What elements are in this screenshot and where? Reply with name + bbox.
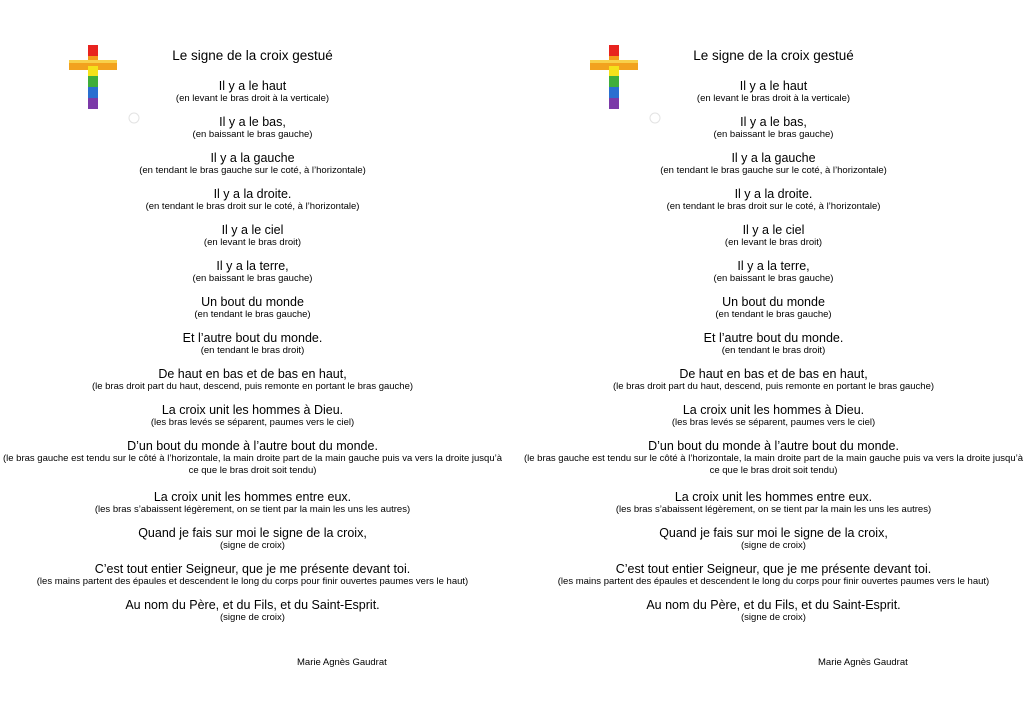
stanza-list [521, 79, 1024, 634]
stanza [0, 562, 505, 588]
stanza-line: D’un bout du monde à l’autre bout du monde. [127, 439, 378, 453]
stanza-note: (en baissant le bras gauche) [713, 273, 834, 284]
stanza [521, 79, 1024, 105]
stanza [521, 259, 1024, 285]
stanza-line: Il y a la gauche [731, 151, 816, 165]
stanza-note: (signe de croix) [741, 540, 806, 551]
stanza [0, 526, 505, 552]
stanza-note: (en baissant le bras gauche) [192, 129, 313, 140]
stanza-list [0, 79, 505, 634]
stanza-line: Quand je fais sur moi le signe de la croix, [659, 526, 888, 540]
stanza-line: Il y a la terre, [216, 259, 289, 273]
stanza-note: (en tendant le bras gauche) [715, 309, 832, 320]
stanza [0, 115, 505, 141]
stanza-line: La croix unit les hommes à Dieu. [161, 403, 344, 417]
stanza-line: De haut en bas et de bas en haut, [158, 367, 347, 381]
stanza-note: (en tendant le bras gauche sur le coté, à l’horizontale) [139, 165, 366, 176]
stanza [0, 439, 505, 476]
stanza [0, 295, 505, 321]
stanza-note: (le bras gauche est tendu sur le côté à l’horizontale, la main droite part de la main gauche puis va vers la droite jusqu’à ce que le bras droit soit tendu) [523, 453, 1024, 476]
stanza [0, 403, 505, 429]
stanza-line: Il y a le ciel [221, 223, 284, 237]
author-signature: Marie Agnès Gaudrat [818, 657, 908, 668]
author-signature: Marie Agnès Gaudrat [297, 657, 387, 668]
stanza [0, 79, 505, 105]
stanza [0, 259, 505, 285]
stanza-line: C’est tout entier Seigneur, que je me présente devant toi. [615, 562, 932, 576]
stanza [521, 526, 1024, 552]
stanza-note: (les mains partent des épaules et descendent le long du corps pour finir ouvertes paumes vers le haut) [36, 576, 469, 587]
stanza [0, 223, 505, 249]
page-title: Le signe de la croix gestué [172, 48, 333, 63]
page-right [521, 0, 1024, 725]
stanza-note: (les mains partent des épaules et descendent le long du corps pour finir ouvertes paumes vers le haut) [557, 576, 990, 587]
stanza [521, 223, 1024, 249]
stanza [521, 187, 1024, 213]
stanza-note: (en tendant le bras droit sur le coté, à l’horizontale) [666, 201, 881, 212]
stanza-line: Il y a la droite. [213, 187, 292, 201]
stanza [521, 439, 1024, 476]
stanza-note: (les bras s’abaissent légèrement, on se tient par la main les uns les autres) [94, 504, 411, 515]
stanza-note: (le bras droit part du haut, descend, puis remonte en portant le bras gauche) [91, 381, 414, 392]
stanza-line: Il y a le haut [739, 79, 808, 93]
stanza [0, 367, 505, 393]
stanza [521, 151, 1024, 177]
stanza-line: Il y a le bas, [219, 115, 286, 129]
stanza-line: Quand je fais sur moi le signe de la croix, [138, 526, 367, 540]
stanza-line: Il y a le ciel [742, 223, 805, 237]
stanza-note: (les bras levés se séparent, paumes vers le ciel) [671, 417, 876, 428]
stanza-note: (en levant le bras droit à la verticale) [175, 93, 330, 104]
stanza-line: La croix unit les hommes entre eux. [153, 490, 352, 504]
stanza-line: Et l’autre bout du monde. [703, 331, 844, 345]
stanza [521, 367, 1024, 393]
stanza-note: (en levant le bras droit à la verticale) [696, 93, 851, 104]
stanza-line: Il y a le haut [218, 79, 287, 93]
stanza-note: (le bras droit part du haut, descend, puis remonte en portant le bras gauche) [612, 381, 935, 392]
stanza [521, 562, 1024, 588]
page-title: Le signe de la croix gestué [693, 48, 854, 63]
stanza-line: Un bout du monde [201, 295, 304, 309]
stanza [0, 331, 505, 357]
stanza-line: D’un bout du monde à l’autre bout du monde. [648, 439, 899, 453]
stanza-note: (en tendant le bras gauche) [194, 309, 311, 320]
stanza-line: De haut en bas et de bas en haut, [679, 367, 868, 381]
stanza-line: Il y a la gauche [210, 151, 295, 165]
stanza-line: La croix unit les hommes à Dieu. [682, 403, 865, 417]
stanza-note: (en levant le bras droit) [724, 237, 823, 248]
stanza-line: Il y a le bas, [740, 115, 807, 129]
stanza [0, 187, 505, 213]
stanza-line: Il y a la droite. [734, 187, 813, 201]
stanza-note: (en tendant le bras gauche sur le coté, à l’horizontale) [660, 165, 887, 176]
stanza [521, 115, 1024, 141]
stanza-note: (le bras gauche est tendu sur le côté à l’horizontale, la main droite part de la main gauche puis va vers la droite jusqu’à ce que le bras droit soit tendu) [2, 453, 503, 476]
stanza-note: (signe de croix) [220, 612, 285, 623]
stanza-line: Et l’autre bout du monde. [182, 331, 323, 345]
stanza-note: (en tendant le bras droit) [200, 345, 305, 356]
stanza-line: Un bout du monde [722, 295, 825, 309]
stanza-line: Au nom du Père, et du Fils, et du Saint-Esprit. [646, 598, 901, 612]
stanza [521, 331, 1024, 357]
stanza-note: (signe de croix) [741, 612, 806, 623]
stanza-line: C’est tout entier Seigneur, que je me présente devant toi. [94, 562, 411, 576]
stanza-note: (en baissant le bras gauche) [713, 129, 834, 140]
stanza [0, 490, 505, 516]
stanza-note: (en tendant le bras droit sur le coté, à l’horizontale) [145, 201, 360, 212]
stanza-note: (en levant le bras droit) [203, 237, 302, 248]
stanza-line: Il y a la terre, [737, 259, 810, 273]
stanza-note: (signe de croix) [220, 540, 285, 551]
stanza [521, 403, 1024, 429]
stanza [0, 598, 505, 624]
stanza-line: La croix unit les hommes entre eux. [674, 490, 873, 504]
stanza-note: (en tendant le bras droit) [721, 345, 826, 356]
stanza [521, 295, 1024, 321]
stanza-note: (les bras levés se séparent, paumes vers le ciel) [150, 417, 355, 428]
stanza [521, 490, 1024, 516]
stanza [521, 598, 1024, 624]
stanza-note: (les bras s’abaissent légèrement, on se tient par la main les uns les autres) [615, 504, 932, 515]
stanza-line: Au nom du Père, et du Fils, et du Saint-Esprit. [125, 598, 380, 612]
stanza-note: (en baissant le bras gauche) [192, 273, 313, 284]
stanza [0, 151, 505, 177]
